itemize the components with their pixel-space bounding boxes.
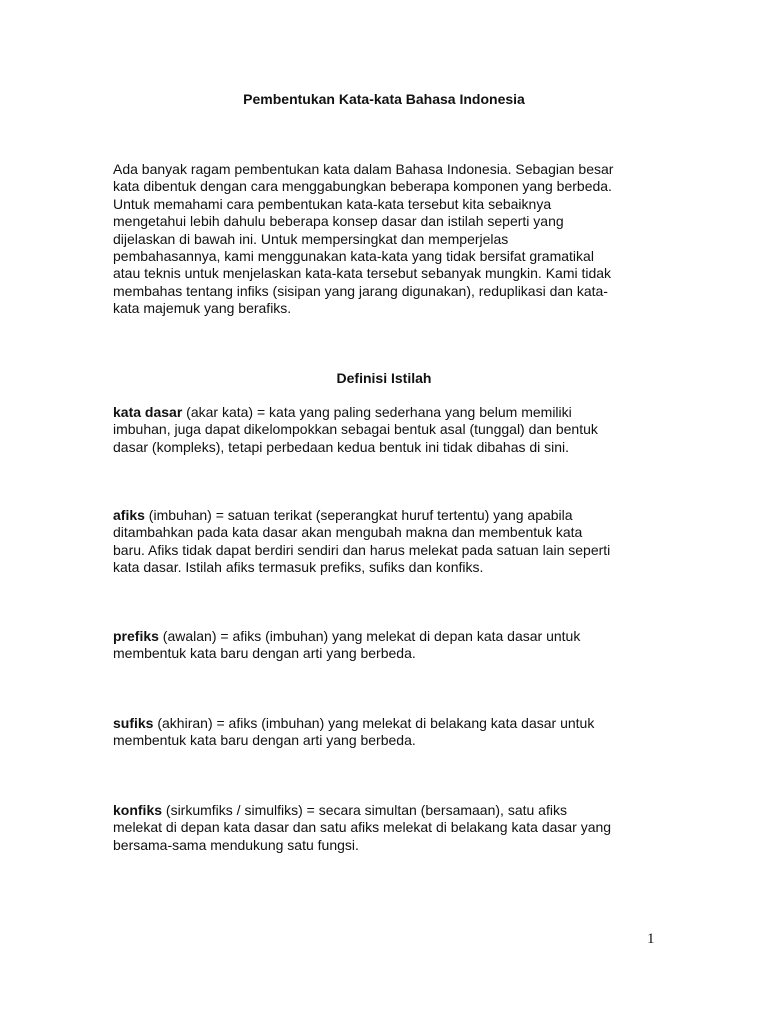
text-line: [113, 628, 673, 645]
text-line: atau teknis untuk menjelaskan kata-kata tersebut sebanyak mungkin. Kami tidak: [113, 265, 612, 282]
definition-term: afiks: [113, 507, 145, 523]
text-line: membentuk kata baru dengan arti yang berbeda.: [113, 645, 416, 662]
definition-afiks: [113, 507, 673, 577]
definition-term: sufiks: [113, 715, 154, 731]
text-line: dijelaskan di bawah ini. Untuk mempersingkat dan memperjelas: [113, 230, 509, 247]
text-line: imbuhan, juga dapat dikelompokkan sebagai bentuk asal (tunggal) dan bentuk: [113, 421, 598, 438]
section-heading: Definisi Istilah: [336, 370, 432, 386]
definition-kata-dasar: [113, 404, 673, 456]
text-line: kata majemuk yang berafiks.: [113, 300, 292, 317]
text-line: melekat di depan kata dasar dan satu afiks melekat di belakang kata dasar yang: [113, 819, 612, 836]
text-line: [113, 404, 673, 421]
text-line: membentuk kata baru dengan arti yang berbeda.: [113, 732, 416, 749]
text-line: kata dasar. Istilah afiks termasuk prefiks, sufiks dan konfiks.: [113, 559, 484, 576]
definition-konfiks: [113, 802, 673, 854]
definition-text: (imbuhan) = satuan terikat (seperangkat huruf tertentu) yang apabila: [144, 507, 573, 523]
text-line: [113, 507, 673, 524]
text-line: pembahasannya, kami menggunakan kata-kata yang tidak bersifat gramatikal: [113, 248, 594, 265]
text-line: mengetahui lebih dahulu beberapa konsep dasar dan istilah seperti yang: [113, 213, 564, 230]
text-line: Ada banyak ragam pembentukan kata dalam Bahasa Indonesia. Sebagian besar: [113, 161, 614, 177]
intro-paragraph: [113, 161, 673, 318]
text-line: [113, 802, 673, 819]
text-line: ditambahkan pada kata dasar akan mengubah makna dan membentuk kata: [113, 524, 583, 541]
text-line: Untuk memahami cara pembentukan kata-kata tersebut kita sebaiknya: [113, 195, 552, 212]
text-line: baru. Afiks tidak dapat berdiri sendiri dan harus melekat pada satuan lain seperti: [113, 541, 611, 558]
text-line: dasar (kompleks), tetapi perbedaan kedua bentuk ini tidak dibahas di sini.: [113, 438, 570, 455]
text-line: bersama-sama mendukung satu fungsi.: [113, 836, 359, 853]
definition-term: kata dasar: [113, 404, 183, 420]
text-line: [113, 715, 673, 732]
document-title: Pembentukan Kata-kata Bahasa Indonesia: [243, 91, 525, 107]
definition-prefiks: [113, 628, 673, 663]
definition-text: (akhiran) = afiks (imbuhan) yang melekat di belakang kata dasar untuk: [153, 715, 595, 731]
definition-term: prefiks: [113, 628, 159, 644]
definition-text: (akar kata) = kata yang paling sederhana yang belum memiliki: [182, 404, 572, 420]
text-line: kata dibentuk dengan cara menggabungkan beberapa komponen yang berbeda.: [113, 178, 612, 195]
definition-sufiks: [113, 715, 673, 750]
text-line: membahas tentang infiks (sisipan yang jarang digunakan), reduplikasi dan kata-: [113, 282, 608, 299]
page-number: 1: [647, 931, 655, 947]
definition-text: (awalan) = afiks (imbuhan) yang melekat di depan kata dasar untuk: [158, 628, 581, 644]
definition-text: (sirkumfiks / simulfiks) = secara simultan (bersamaan), satu afiks: [162, 802, 567, 818]
definition-term: konfiks: [113, 802, 163, 818]
